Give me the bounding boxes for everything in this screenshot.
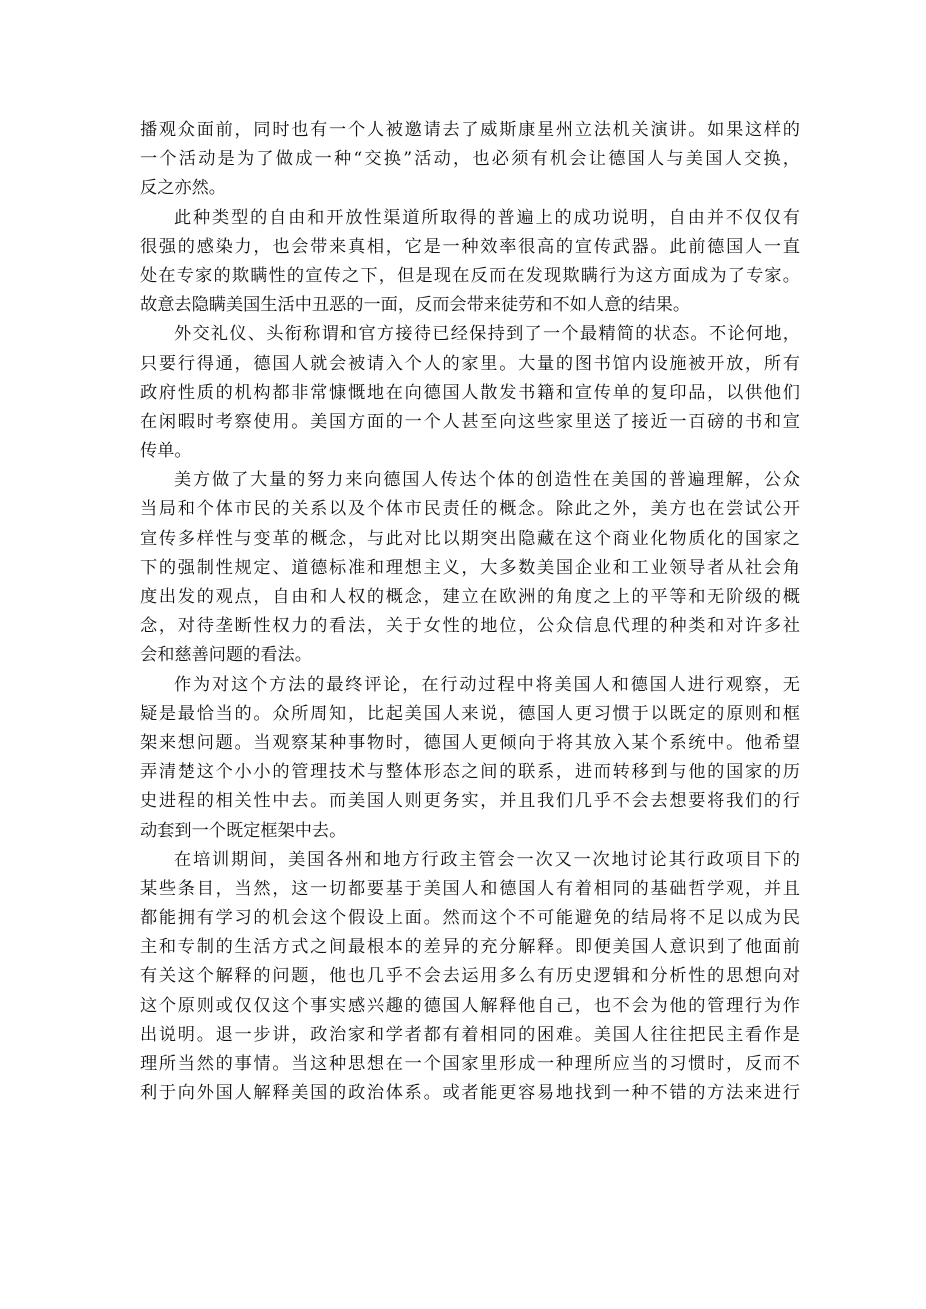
text-line: 美方做了大量的努力来向德国人传达个体的创造性在美国的普遍理解，公众 [174,470,800,491]
text-line: 架来想问题。当观察某种事物时，德国人更倾向于将其放入某个系统中。他希望 [140,732,800,753]
text-line: 疑是最恰当的。众所周知，比起美国人来说，德国人更习惯于以既定的原则和框 [140,703,800,724]
text-line: 动套到一个既定框架中去。 [140,820,347,841]
text-line: 政府性质的机构都非常慷慨地在向德国人散发书籍和宣传单的复印品，以供他们 [140,382,800,403]
paragraph [140,466,800,670]
paragraph [140,846,800,1109]
text-line: 这个原则或仅仅这个事实感兴趣的德国人解释他自己，也不会为他的管理行为作 [140,995,800,1016]
text-line: 外交礼仪、头衔称谓和官方接待已经保持到了一个最精简的状态。不论何地， [174,324,800,345]
text-line: 作为对这个方法的最终评论，在行动过程中将美国人和德国人进行观察，无 [174,674,800,695]
text-line: 只要行得通，德国人就会被请入个人的家里。大量的图书馆内设施被开放，所有 [140,353,800,374]
paragraph [140,320,800,466]
text-line: 宣传多样性与变革的概念，与此对比以期突出隐藏在这个商业化物质化的国家之 [140,528,800,549]
text-line: 当局和个体市民的关系以及个体市民责任的概念。除此之外，美方也在尝试公开 [140,499,800,520]
text-line: 会和慈善问题的看法。 [140,645,312,666]
text-line: 很强的感染力，也会带来真相，它是一种效率很高的宣传武器。此前德国人一直 [140,236,800,257]
text-line: 念，对待垄断性权力的看法，关于女性的地位，公众信息代理的种类和对许多社 [140,616,800,637]
paragraph [140,671,800,846]
text-line: 度出发的观点，自由和人权的概念，建立在欧洲的角度之上的平等和无阶级的概 [140,587,800,607]
text-line: 下的强制性规定、道德标准和理想主义，大多数美国企业和工业领导者从社会角 [140,557,800,578]
paragraph [140,116,800,204]
text-line: 史进程的相关性中去。而美国人则更务实，并且我们几乎不会去想要将我们的行 [140,791,800,812]
text-line: 反之亦然。 [140,178,226,199]
text-line: 某些条目，当然，这一切都要基于美国人和德国人有着相同的基础哲学观，并且 [140,878,800,899]
text-line: 都能拥有学习的机会这个假设上面。然而这个不可能避免的结局将不足以成为民 [140,908,800,929]
text-line: 此种类型的自由和开放性渠道所取得的普遍上的成功说明，自由并不仅仅有 [174,207,800,228]
text-line: 播观众面前，同时也有一个人被邀请去了威斯康星州立法机关演讲。如果这样的 [140,120,800,140]
text-line: 故意去隐瞒美国生活中丑恶的一面，反而会带来徒劳和不如人意的结果。 [140,295,691,316]
paragraph [140,204,800,321]
text-line: 出说明。退一步讲，政治家和学者都有着相同的困难。美国人往往把民主看作是 [140,1024,800,1045]
text-line: 一个活动是为了做成一种“交换”活动，也必须有机会让德国人与美国人交换， [140,149,800,170]
text-line: 在培训期间，美国各州和地方行政主管会一次又一次地讨论其行政项目下的 [174,849,800,870]
text-line: 理所当然的事情。当这种思想在一个国家里形成一种理所应当的习惯时，反而不 [140,1054,800,1074]
text-line: 有关这个解释的问题，他也几乎不会去运用多么有历史逻辑和分析性的思想向对 [140,966,800,987]
text-line: 弄清楚这个小小的管理技术与整体形态之间的联系，进而转移到与他的国家的历 [140,762,800,783]
text-line: 主和专制的生活方式之间最根本的差异的充分解释。即便美国人意识到了他面前 [140,937,800,958]
text-line: 利于向外国人解释美国的政治体系。或者能更容易地找到一种不错的方法来进行 [140,1083,800,1104]
text-line: 传单。 [140,441,192,462]
body-text [140,116,800,1108]
text-line: 在闲暇时考察使用。美国方面的一个人甚至向这些家里送了接近一百磅的书和宣 [140,411,800,432]
text-line: 处在专家的欺瞒性的宣传之下，但是现在反而在发现欺瞒行为这方面成为了专家。 [140,265,800,286]
